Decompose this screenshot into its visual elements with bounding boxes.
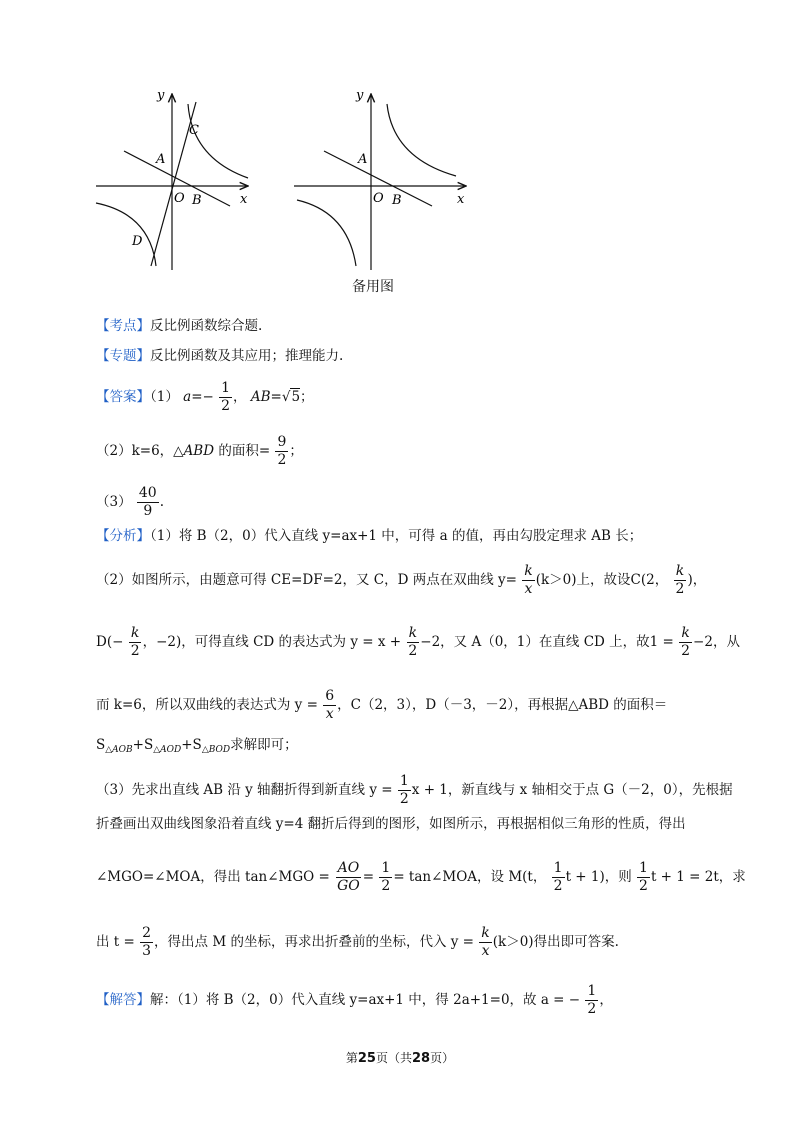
analysis-l8e: t + 1 = 2t，求 <box>650 869 746 885</box>
fraction-half <box>637 860 650 895</box>
frac-num: 1 <box>587 983 597 999</box>
analysis-l4b: ，C（2，3），D（－3，－2），再根据△ABD 的面积＝ <box>337 697 668 713</box>
comma: ， <box>233 389 247 405</box>
analysis-l9c: (k＞0)得出即可答案. <box>492 934 619 950</box>
frac-num: 1 <box>381 860 391 876</box>
fraction-k-2 <box>679 625 692 660</box>
fraction-k-x <box>522 563 534 598</box>
fraction-half <box>585 983 598 1018</box>
label-b: B <box>192 193 202 208</box>
plus-s: +S <box>132 737 154 753</box>
solution-tail: ， <box>599 992 613 1008</box>
fraction-half <box>552 860 565 895</box>
sub-aob: △AOB <box>105 745 133 755</box>
frac-num: k <box>481 925 490 941</box>
frac-num: k <box>130 625 140 641</box>
frac-num: k <box>675 563 685 579</box>
solution-line-1 <box>96 983 613 1018</box>
frac-den: x <box>524 581 533 597</box>
page-number: 25 <box>357 1051 376 1066</box>
analysis-l9a: 出 t = <box>96 934 135 950</box>
frac-den: 2 <box>408 643 418 659</box>
frac-den: x <box>325 706 334 722</box>
frac-num: 1 <box>553 860 563 876</box>
frac-num: 2 <box>142 925 152 941</box>
main-figure <box>96 88 248 270</box>
analysis-l2b: (k＞0)上，故设C(2， <box>535 572 669 588</box>
sub-aod: △AOD <box>153 745 182 755</box>
hyperbola-branch-4 <box>297 200 356 266</box>
fraction-nine-half <box>275 434 288 469</box>
answer-p3-prefix: （3） <box>96 494 132 510</box>
hyperbola-figures <box>90 88 480 278</box>
zhuanti-text: 反比例函数及其应用；推理能力. <box>150 348 344 364</box>
page-total: 28 <box>412 1051 431 1066</box>
analysis-l8d: t + 1)，则 <box>565 869 632 885</box>
frac-num: 40 <box>138 485 157 501</box>
fraction-k-x <box>479 925 491 960</box>
label-y-2: y <box>356 88 364 103</box>
answer-line-3 <box>96 485 164 520</box>
answer-p2-prefix: （2） <box>96 443 132 459</box>
sub-bod: △BOD <box>201 745 231 755</box>
analysis-l8a: ∠MGO=∠MOA，得出 tan∠MGO = <box>96 869 330 885</box>
s-symbol: S <box>96 737 106 753</box>
label-a: A <box>156 152 166 167</box>
zhuanti-tag: 【专题】 <box>96 348 150 364</box>
sqrt-value: 5 <box>291 389 301 405</box>
analysis-line-1 <box>96 526 642 546</box>
fraction-ao-go <box>335 860 362 895</box>
fraction-k-2 <box>674 563 687 598</box>
analysis-line-4 <box>96 688 667 723</box>
analysis-l4a: 而 k=6，所以双曲线的表达式为 y = <box>96 697 318 713</box>
frac-num: 1 <box>639 860 648 876</box>
analysis-line-7 <box>96 814 686 834</box>
analysis-line-3 <box>96 625 740 660</box>
fraction-2-3 <box>140 925 153 960</box>
frac-den: 2 <box>681 643 691 659</box>
label-c: C <box>189 123 199 138</box>
eq-neg: =− <box>191 389 214 405</box>
k-text: k=6，△ <box>131 443 184 459</box>
analysis-l5b: 求解即可； <box>230 737 298 753</box>
frac-num: AO <box>337 860 360 876</box>
answer-tag: 【答案】 <box>96 389 150 405</box>
footer-pre: 第 <box>345 1051 358 1065</box>
label-a-2: A <box>358 152 368 167</box>
label-d: D <box>132 234 143 249</box>
solution-text: 解：（1）将 B（2，0）代入直线 y=ax+1 中，得 2a+1=0，故 a = − <box>150 992 581 1008</box>
frac-den: 2 <box>399 791 409 807</box>
analysis-line-5 <box>96 735 298 760</box>
analysis-l3d: −2，从 <box>693 634 740 650</box>
eq: = <box>270 389 282 405</box>
analysis-l6a: （3）先求出直线 AB 沿 y 轴翻折得到新直线 y = <box>96 782 393 798</box>
analysis-l8c: = tan∠MOA，设 M(t， <box>393 869 547 885</box>
label-o: O <box>174 191 185 206</box>
figure-caption: 备用图 <box>352 279 394 295</box>
kaodian-tag: 【考点】 <box>96 318 150 334</box>
frac-den: 2 <box>553 878 563 894</box>
frac-num: 1 <box>221 380 231 396</box>
backup-figure <box>294 88 466 270</box>
analysis-l7: 折叠画出双曲线图象沿着直线 y=4 翻折后得到的图形，如图所示，再根据相似三角形的性质，得出 <box>96 816 686 832</box>
page-footer <box>0 1049 800 1066</box>
fraction-k-2 <box>406 625 419 660</box>
fraction-k-2 <box>129 625 142 660</box>
frac-den: 2 <box>675 581 685 597</box>
answer-p1-prefix: （1） <box>150 389 179 405</box>
frac-den: 2 <box>130 643 140 659</box>
frac-num: 1 <box>399 773 409 789</box>
analysis-l8b: = <box>362 869 375 885</box>
analysis-line-8 <box>96 860 746 895</box>
analysis-l3a: D(− <box>96 634 124 650</box>
frac-den: 9 <box>143 503 153 519</box>
analysis-l6b: x + 1，新直线与 x 轴相交于点 G（－2，0），先根据 <box>411 782 733 798</box>
var-ab: AB <box>250 389 271 405</box>
analysis-l3b: ，−2)，可得直线 CD 的表达式为 y = x + <box>142 634 402 650</box>
label-x: x <box>240 192 248 207</box>
hyperbola-branch-3 <box>387 104 456 176</box>
label-y: y <box>157 88 165 103</box>
analysis-line-6 <box>96 773 733 808</box>
fraction-half <box>219 380 232 415</box>
frac-num: k <box>408 625 418 641</box>
fraction-6-x <box>323 688 336 723</box>
analysis-line-9 <box>96 925 619 960</box>
hyperbola-branch-1 <box>188 104 248 178</box>
analysis-tag: 【分析】 <box>96 528 150 544</box>
label-b-2: B <box>392 193 402 208</box>
answer-line-2 <box>96 434 303 469</box>
footer-post: 页） <box>430 1051 455 1065</box>
fraction-half <box>379 860 392 895</box>
var-abd: ABD <box>183 443 215 459</box>
fraction-forty-ninths <box>137 485 159 520</box>
frac-den: 2 <box>381 878 391 894</box>
semicolon: ； <box>289 443 303 459</box>
kaodian-line <box>96 316 262 336</box>
frac-den: 2 <box>221 398 231 414</box>
analysis-l2a: （2）如图所示，由题意可得 CE=DF=2，又 C，D 两点在双曲线 y= <box>96 572 517 588</box>
analysis-line-2 <box>96 563 706 598</box>
analysis-l1: （1）将 B（2，0）代入直线 y=ax+1 中，可得 a 的值，再由勾股定理求 AB 长； <box>150 528 643 544</box>
label-x-2: x <box>457 192 465 207</box>
frac-den: 2 <box>277 452 287 468</box>
label-o-2: O <box>373 191 384 206</box>
solution-tag: 【解答】 <box>96 992 150 1008</box>
area-text: 的面积= <box>214 443 271 459</box>
footer-mid: 页（共 <box>375 1051 412 1065</box>
hyperbola-branch-2 <box>96 203 156 266</box>
analysis-l9b: ，得出点 M 的坐标，再求出折叠前的坐标，代入 y = <box>154 934 474 950</box>
analysis-l3c: −2，又 A（0，1）在直线 CD 上，故1 = <box>420 634 674 650</box>
plus-s-2: +S <box>181 737 202 753</box>
zhuanti-line <box>96 346 343 366</box>
period: . <box>159 494 165 510</box>
analysis-l2c: )， <box>687 572 707 588</box>
frac-num: 6 <box>325 688 335 704</box>
kaodian-text: 反比例函数综合题. <box>150 318 263 334</box>
frac-num: 9 <box>277 434 287 450</box>
var-a: a <box>183 389 192 405</box>
answer-line-1 <box>96 380 314 415</box>
frac-den: 3 <box>142 943 152 959</box>
frac-den: GO <box>337 878 360 894</box>
sqrt-sign: √ <box>281 389 291 405</box>
frac-num: k <box>681 625 690 641</box>
fraction-half <box>398 773 411 808</box>
frac-num: k <box>524 563 533 579</box>
frac-den: 2 <box>639 878 648 894</box>
semicolon: ； <box>300 389 314 405</box>
frac-den: x <box>481 943 490 959</box>
frac-den: 2 <box>587 1001 597 1017</box>
